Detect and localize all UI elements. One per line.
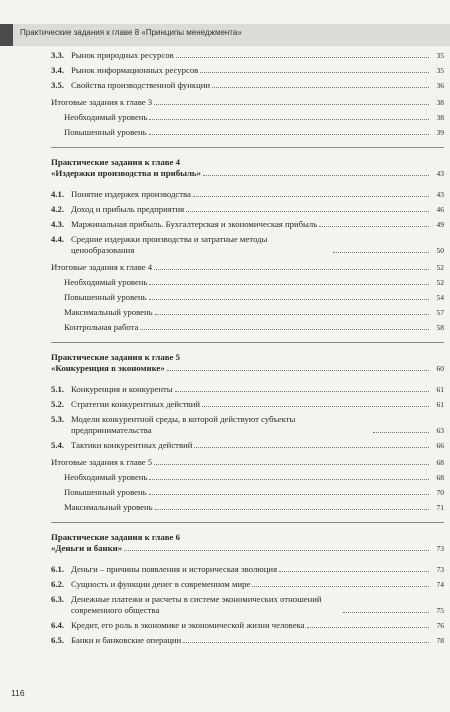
toc-entry xyxy=(51,219,444,230)
leader-dots xyxy=(149,494,429,495)
leader-dots xyxy=(319,226,429,227)
entry-number: 4.1. xyxy=(51,189,65,199)
toc-entry xyxy=(51,65,444,76)
leader-dots xyxy=(193,196,429,197)
entry-title: Необходимый уровень xyxy=(64,112,148,122)
toc-level-entry xyxy=(51,127,444,138)
toc-entry xyxy=(51,384,444,395)
entry-title: Рынок природных ресурсов xyxy=(71,50,174,60)
toc-entry xyxy=(51,50,444,61)
chapter-heading-title xyxy=(51,543,444,554)
entry-page: 35 xyxy=(436,66,444,75)
chapter-title: «Деньги и банки» xyxy=(51,543,123,553)
entry-number: 6.2. xyxy=(51,579,65,589)
toc-level-entry xyxy=(51,112,444,123)
leader-dots xyxy=(149,134,429,135)
leader-dots xyxy=(186,211,429,212)
entry-page: 76 xyxy=(436,621,444,630)
page-number: 116 xyxy=(11,688,25,698)
entry-title: Необходимый уровень xyxy=(64,472,148,482)
entry-title: Повышенный уровень xyxy=(64,487,147,497)
entry-title: Итоговые задания к главе 5 xyxy=(51,457,153,467)
leader-dots xyxy=(373,432,429,433)
chapter-title: «Издержки производства и прибыль» xyxy=(51,168,201,178)
entry-page: 39 xyxy=(436,128,444,137)
entry-title: Средние издержки производства и затратные методы ценообразования xyxy=(71,234,268,255)
entry-title: Рынок информационных ресурсов xyxy=(71,65,199,75)
entry-page: 38 xyxy=(436,98,444,107)
entry-page: 58 xyxy=(436,323,444,332)
leader-dots xyxy=(149,119,429,120)
leader-dots xyxy=(183,642,429,643)
leader-dots xyxy=(279,571,429,572)
entry-page: 78 xyxy=(436,636,444,645)
leader-dots xyxy=(202,406,429,407)
section-divider xyxy=(51,522,444,523)
entry-page: 73 xyxy=(436,565,444,574)
entry-page: 50 xyxy=(436,246,444,255)
toc-entry xyxy=(51,80,444,91)
entry-title: Кредит, его роль в экономике и экономической жизни человека xyxy=(71,620,305,630)
entry-title: Банки и банковские операции xyxy=(71,635,182,645)
chapter-heading: Практические задания к главе 4 xyxy=(51,157,180,167)
entry-title: Денежные платежи и расчеты в системе экономических отношений современного общества xyxy=(71,594,322,615)
toc-level-entry xyxy=(51,322,444,333)
entry-title: Модели конкурентной среды, в которой действуют субъекты предпринимательства xyxy=(71,414,296,435)
toc-entry xyxy=(51,399,444,410)
entry-page: 36 xyxy=(436,81,444,90)
entry-title: Деньги – причины появления и историческая эволюция xyxy=(71,564,278,574)
toc-level-entry xyxy=(51,487,444,498)
running-header-title: Практические задания к главе 8 «Принципы менеджмента» xyxy=(20,28,242,37)
entry-page: 74 xyxy=(436,580,444,589)
entry-title: Сущность и функции денег в современном мире xyxy=(71,579,251,589)
toc-entry xyxy=(51,440,444,451)
chapter-page: 43 xyxy=(436,169,444,178)
leader-dots xyxy=(307,627,429,628)
entry-title: Маржинальная прибыль. Бухгалтерская и экономическая прибыль xyxy=(71,219,318,229)
leader-dots xyxy=(149,299,429,300)
leader-dots xyxy=(154,269,429,270)
leader-dots xyxy=(167,370,429,371)
chapter-heading: Практические задания к главе 6 xyxy=(51,532,180,542)
toc-entry xyxy=(51,635,444,646)
entry-number: 6.1. xyxy=(51,564,65,574)
leader-dots xyxy=(149,284,429,285)
entry-number: 3.4. xyxy=(51,65,65,75)
entry-title: Итоговые задания к главе 4 xyxy=(51,262,153,272)
entry-page: 54 xyxy=(436,293,444,302)
leader-dots xyxy=(155,509,429,510)
toc-level-entry xyxy=(51,502,444,513)
leader-dots xyxy=(252,586,429,587)
section-divider xyxy=(51,342,444,343)
toc-entry xyxy=(51,234,444,256)
toc-entry xyxy=(51,564,444,575)
entry-title: Стратегии конкурентных действий xyxy=(71,399,201,409)
toc-final-entry xyxy=(51,262,444,273)
toc-final-entry xyxy=(51,457,444,468)
leader-dots xyxy=(175,391,429,392)
entry-page: 66 xyxy=(436,441,444,450)
chapter-title: «Конкуренция в экономике» xyxy=(51,363,165,373)
leader-dots xyxy=(124,550,429,551)
leader-dots xyxy=(194,447,429,448)
chapter-page: 73 xyxy=(436,544,444,553)
entry-number: 3.5. xyxy=(51,80,65,90)
running-header xyxy=(0,24,450,46)
entry-number: 5.2. xyxy=(51,399,65,409)
entry-page: 70 xyxy=(436,488,444,497)
entry-number: 4.4. xyxy=(51,234,65,244)
entry-number: 6.3. xyxy=(51,594,65,604)
entry-title: Понятие издержек производства xyxy=(71,189,191,199)
entry-title: Контрольная работа xyxy=(64,322,139,332)
entry-number: 6.5. xyxy=(51,635,65,645)
entry-page: 71 xyxy=(436,503,444,512)
leader-dots xyxy=(154,104,429,105)
toc-level-entry xyxy=(51,292,444,303)
entry-title: Свойства производственной функции xyxy=(71,80,211,90)
leader-dots xyxy=(154,464,429,465)
leader-dots xyxy=(176,57,429,58)
header-marker xyxy=(0,24,13,46)
entry-number: 4.3. xyxy=(51,219,65,229)
entry-number: 4.2. xyxy=(51,204,65,214)
entry-page: 75 xyxy=(436,606,444,615)
chapter-heading-title xyxy=(51,363,444,374)
toc-final-entry xyxy=(51,97,444,108)
leader-dots xyxy=(149,479,429,480)
entry-page: 68 xyxy=(436,473,444,482)
toc-entry xyxy=(51,189,444,200)
entry-number: 5.1. xyxy=(51,384,65,394)
entry-page: 61 xyxy=(436,400,444,409)
entry-page: 46 xyxy=(436,205,444,214)
entry-title: Доход и прибыль предприятия xyxy=(71,204,185,214)
entry-page: 43 xyxy=(436,190,444,199)
leader-dots xyxy=(212,87,429,88)
leader-dots xyxy=(343,612,429,613)
entry-page: 68 xyxy=(436,458,444,467)
leader-dots xyxy=(200,72,429,73)
leader-dots xyxy=(155,314,429,315)
entry-number: 6.4. xyxy=(51,620,65,630)
toc-entry xyxy=(51,579,444,590)
entry-number: 5.4. xyxy=(51,440,65,450)
leader-dots xyxy=(140,329,429,330)
entry-page: 38 xyxy=(436,113,444,122)
leader-dots xyxy=(203,175,429,176)
chapter-heading: Практические задания к главе 5 xyxy=(51,352,180,362)
toc-entry xyxy=(51,594,444,616)
entry-title: Тактики конкурентных действий xyxy=(71,440,193,450)
entry-number: 5.3. xyxy=(51,414,65,424)
entry-page: 57 xyxy=(436,308,444,317)
section-divider xyxy=(51,147,444,148)
entry-title: Необходимый уровень xyxy=(64,277,148,287)
entry-page: 63 xyxy=(436,426,444,435)
toc-entry xyxy=(51,414,444,436)
entry-title: Максимальный уровень xyxy=(64,502,153,512)
entry-page: 52 xyxy=(436,263,444,272)
entry-page: 49 xyxy=(436,220,444,229)
toc-entry xyxy=(51,620,444,631)
table-of-contents xyxy=(51,50,444,646)
chapter-heading-title xyxy=(51,168,444,179)
entry-number: 3.3. xyxy=(51,50,65,60)
chapter-page: 60 xyxy=(436,364,444,373)
entry-page: 52 xyxy=(436,278,444,287)
entry-title: Максимальный уровень xyxy=(64,307,153,317)
leader-dots xyxy=(333,252,429,253)
entry-title: Конкуренция и конкуренты xyxy=(71,384,173,394)
toc-entry xyxy=(51,204,444,215)
toc-level-entry xyxy=(51,472,444,483)
entry-title: Итоговые задания к главе 3 xyxy=(51,97,153,107)
toc-level-entry xyxy=(51,307,444,318)
entry-page: 35 xyxy=(436,51,444,60)
entry-title: Повышенный уровень xyxy=(64,127,147,137)
entry-page: 61 xyxy=(436,385,444,394)
entry-title: Повышенный уровень xyxy=(64,292,147,302)
toc-level-entry xyxy=(51,277,444,288)
